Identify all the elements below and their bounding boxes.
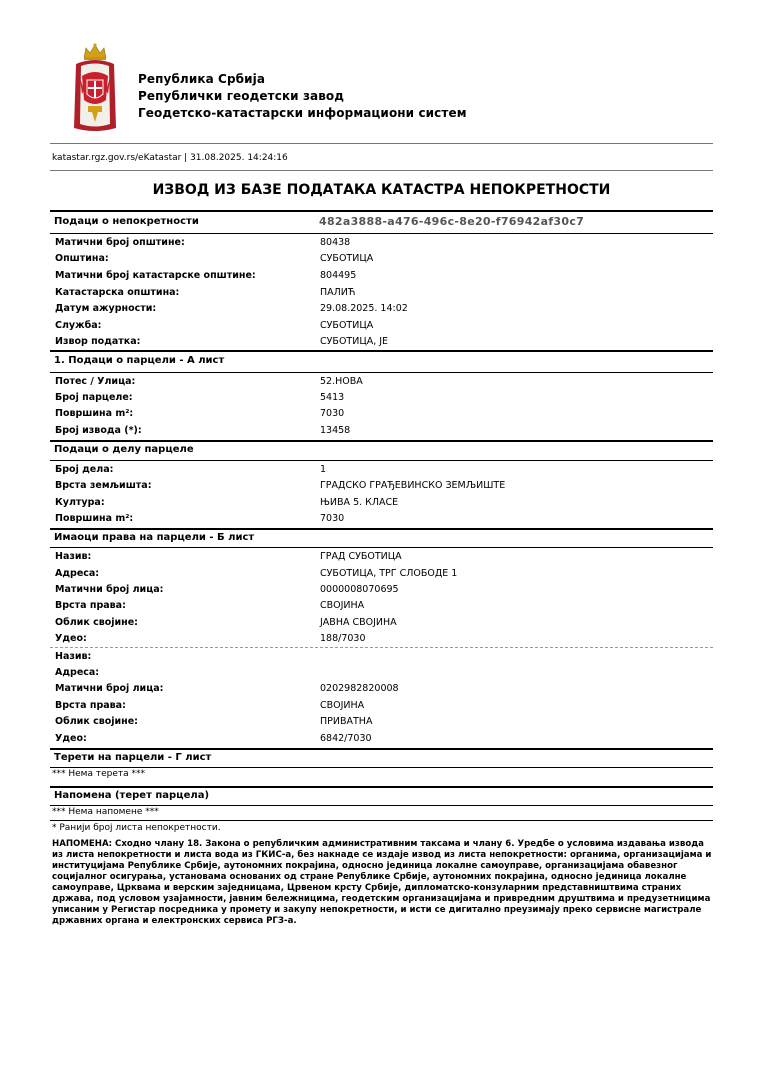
burdens-text: *** Нема терета ***	[52, 769, 145, 779]
field-value: ГРАД СУБОТИЦА	[320, 551, 402, 562]
section-parcel-part-heading: Подаци о делу парцеле	[54, 444, 194, 455]
field-label: Врста права:	[55, 700, 126, 711]
divider	[50, 547, 713, 548]
field-label: Матични број лица:	[55, 683, 164, 694]
field-label: Број дела:	[55, 464, 114, 475]
field-value: ПАЛИЋ	[320, 287, 356, 298]
field-label: Облик својине:	[55, 617, 138, 628]
field-label: Број парцеле:	[55, 392, 133, 403]
section-property-heading: Подаци о непокретности	[54, 216, 199, 227]
field-value: 80438	[320, 237, 351, 248]
field-label: Служба:	[55, 320, 102, 331]
source-line[interactable]: katastar.rgz.gov.rs/eKatastar | 31.08.2025. 14:24:16	[52, 153, 288, 163]
divider	[50, 233, 713, 234]
divider	[50, 767, 713, 768]
field-value: СУБОТИЦА	[320, 320, 374, 331]
section-remark-heading: Напомена (терет парцела)	[54, 790, 210, 801]
field-label: Удео:	[55, 633, 87, 644]
field-value: 804495	[320, 270, 357, 281]
remark-text: *** Нема напомене ***	[52, 807, 159, 817]
coat-of-arms-logo	[72, 42, 118, 134]
divider	[50, 528, 713, 530]
field-label: Назив:	[55, 651, 92, 662]
footnote: * Ранији број листа непокретности.	[52, 823, 221, 833]
field-label: Удео:	[55, 733, 87, 744]
field-value: 1	[320, 464, 327, 475]
divider	[50, 820, 713, 821]
section-owners-heading: Имаоци права на парцели - Б лист	[54, 532, 255, 543]
field-label: Матични број општине:	[55, 237, 185, 248]
field-value: ГРАДСКО ГРАЂЕВИНСКО ЗЕМЉИШТЕ	[320, 480, 506, 491]
field-value: ПРИВАТНА	[320, 716, 373, 727]
field-value: СВОЈИНА	[320, 600, 365, 611]
divider	[50, 460, 713, 461]
field-label: Површина m²:	[55, 408, 134, 419]
owner-separator	[50, 647, 713, 648]
field-label: Извор податка:	[55, 336, 141, 347]
field-label: Општина:	[55, 253, 109, 264]
field-label: Адреса:	[55, 568, 100, 579]
divider	[50, 786, 713, 788]
field-label: Површина m²:	[55, 513, 134, 524]
field-value: СУБОТИЦА, ЈЕ	[320, 336, 389, 347]
field-value: 0202982820008	[320, 683, 399, 694]
divider	[50, 748, 713, 750]
field-value: 7030	[320, 513, 345, 524]
section-parcel-heading: 1. Подаци о парцели - А лист	[54, 355, 225, 366]
page-title: ИЗВОД ИЗ БАЗЕ ПОДАТАКА КАТАСТРА НЕПОКРЕТНОСТИ	[152, 182, 611, 198]
field-label: Матични број катастарске општине:	[55, 270, 256, 281]
header-institution: Републички геодетски завод	[138, 89, 345, 103]
field-label: Назив:	[55, 551, 92, 562]
field-value: 0000008070695	[320, 584, 399, 595]
section-burdens-heading: Терети на парцели - Г лист	[54, 752, 212, 763]
field-label: Потес / Улица:	[55, 376, 136, 387]
notice-paragraph: НАПОМЕНА: Сходно члану 18. Закона о републичким административним таксама и члану 6. Уредбе о условима издавања извода из листа непокретности и листа вода из ГКИС-а, без накнаде се издаје извод из листа непокретности: органима, организацијама и институцијама Републике Србије, аутономних покрајина, односно јединица локалне самоуправе, организацијама обавезног социјалног осигурања, установама основаних од стране Републике Србије, аутономних покрајина, односно јединица локалне самоуправе, Црквама и верским заједницама, Црвеном крсту Србије, дипломатско-конзуларним представништвима страних држава, под условом узајамности, јавним бележницима, геодетским организацијама и привредним друштвима и предузетницима уписаним у Регистар посредника у промету и закупу непокретности, и исти се дигитално преузимају преко сервисне магистрале државних органа и електронских сервиса РГЗ-а.	[52, 839, 712, 926]
field-label: Број извода (*):	[55, 425, 142, 436]
header-system: Геодетско-катастарски информациони систем	[138, 106, 467, 120]
field-label: Врста права:	[55, 600, 126, 611]
divider	[50, 143, 713, 144]
field-label: Култура:	[55, 497, 105, 508]
field-label: Адреса:	[55, 667, 100, 678]
field-value: 13458	[320, 425, 351, 436]
divider	[50, 350, 713, 352]
field-value: 188/7030	[320, 633, 366, 644]
field-label: Катастарска општина:	[55, 287, 180, 298]
field-value: ЊИВА 5. КЛАСЕ	[320, 497, 399, 508]
field-label: Матични број лица:	[55, 584, 164, 595]
header-country: Република Србија	[138, 72, 266, 86]
field-value: СВОЈИНА	[320, 700, 365, 711]
field-value: ЈАВНА СВОЈИНА	[320, 617, 397, 628]
field-label: Врста земљишта:	[55, 480, 152, 491]
field-value: 29.08.2025. 14:02	[320, 303, 408, 314]
field-value: 6842/7030	[320, 733, 372, 744]
field-value: СУБОТИЦА	[320, 253, 374, 264]
divider	[50, 372, 713, 373]
field-value: 5413	[320, 392, 345, 403]
field-value: СУБОТИЦА, ТРГ СЛОБОДЕ 1	[320, 568, 458, 579]
field-label: Датум ажурности:	[55, 303, 157, 314]
divider	[50, 170, 713, 171]
field-label: Облик својине:	[55, 716, 138, 727]
property-id: 482a3888-a476-496c-8e20-f76942af30c7	[319, 215, 585, 228]
divider	[50, 210, 713, 212]
field-value: 7030	[320, 408, 345, 419]
field-value: 52.НОВА	[320, 376, 363, 387]
divider	[50, 440, 713, 442]
divider	[50, 805, 713, 806]
